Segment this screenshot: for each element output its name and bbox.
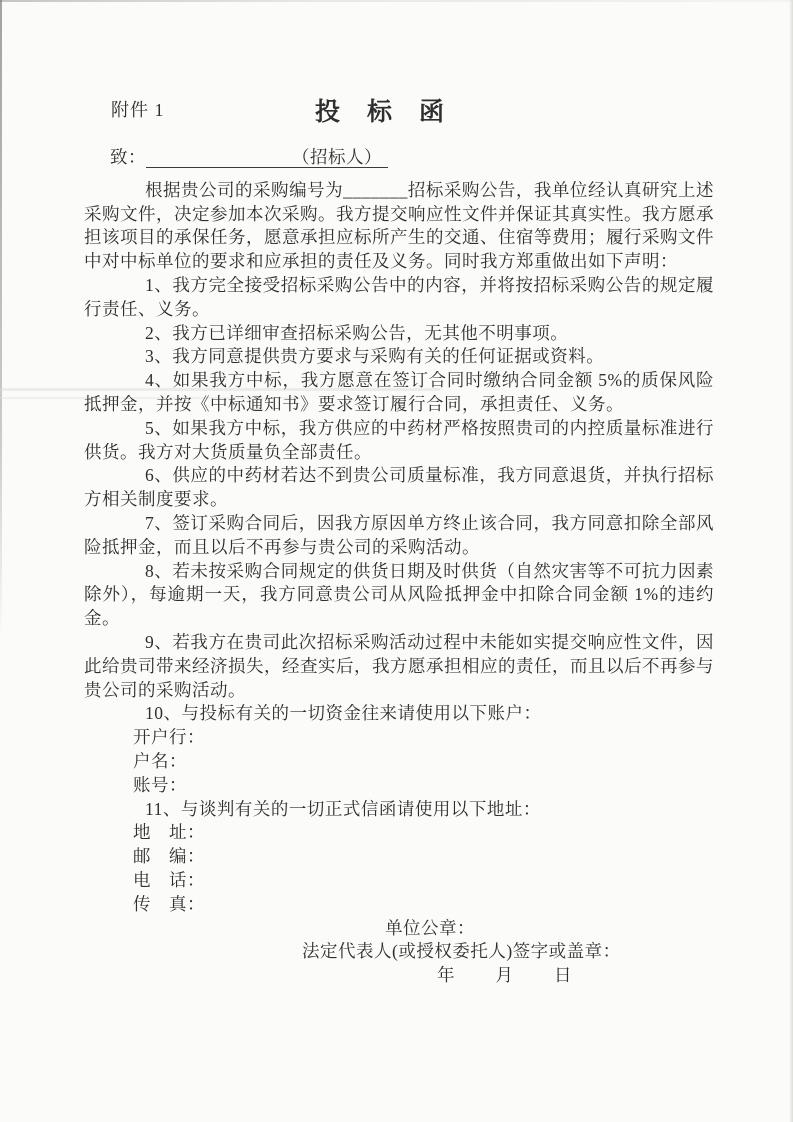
recipient-blank	[146, 162, 292, 163]
bank-field-opening-bank: 开户行：	[133, 727, 205, 748]
recipient-hint: （招标人）	[292, 147, 382, 167]
declaration-item-5: 5、如果我方中标，我方供应的中药材严格按照贵司的内控质量标准进行供货。我方对大货质量负全部责任。	[84, 417, 714, 462]
date-label: 年 月 日	[437, 965, 574, 986]
scan-edge-top	[0, 0, 793, 2]
document-title: 投 标 函	[315, 99, 446, 126]
attachment-label: 附件 1	[111, 100, 165, 120]
salutation-prefix: 致：	[110, 147, 146, 167]
intro-paragraph: 根据贵公司的采购编号为_______招标采购公告，我单位经认真研究上述采购文件，决定参加本次采购。我方提交响应性文件并保证其真实性。我方愿承担该项目的承保任务，愿意承担应标所产生的交通、住宿等费用；履行采购文件中对中标单位的要求和应承担的责任及义务。同时我方郑重做出如下声明：	[84, 179, 714, 272]
declaration-item-6: 6、供应的中药材若达不到贵公司质量标准，我方同意退货，并执行招标方相关制度要求。	[84, 465, 714, 510]
declaration-item-2: 2、我方已详细审查招标采购公告，无其他不明事项。	[145, 322, 569, 343]
address-field-phone: 电 话：	[133, 869, 205, 890]
recipient-underline	[146, 147, 388, 168]
address-field-fax: 传 真：	[133, 893, 205, 914]
scan-edge-left	[0, 0, 2, 640]
declaration-item-8: 8、若未按采购合同规定的供货日期及时供货（自然灾害等不可抗力因素除外），每逾期一天，我方同意贵公司从风险抵押金中扣除合同金额 1%的违约金。	[84, 560, 714, 629]
bank-field-account-name: 户名：	[133, 750, 187, 771]
document-body	[84, 146, 714, 988]
address-field-postcode: 邮 编：	[133, 846, 205, 867]
signature-label: 法定代表人(或授权委托人)签字或盖章：	[302, 941, 621, 962]
bank-field-account-number: 账号：	[133, 774, 187, 795]
address-field-address: 地 址：	[133, 822, 205, 843]
declaration-item-9: 9、若我方在贵司此次招标采购活动过程中未能如实提交响应性文件，因此给贵司带来经济损失，经查实后，我方愿承担相应的责任，而且以后不再参与贵公司的采购活动。	[84, 631, 714, 700]
declaration-item-7: 7、签订采购合同后，因我方原因单方终止该合同，我方同意扣除全部风险抵押金，而且以后不再参与贵公司的采购活动。	[84, 512, 714, 557]
declaration-item-3: 3、我方同意提供贵方要求与采购有关的任何证据或资料。	[145, 346, 605, 367]
correspondence-heading: 11、与谈判有关的一切正式信函请使用以下地址：	[145, 798, 541, 819]
bank-account-heading: 10、与投标有关的一切资金往来请使用以下账户：	[145, 703, 542, 724]
declaration-item-1: 1、我方完全接受招标采购公告中的内容，并将按招标采购公告的规定履行责任、义务。	[84, 274, 714, 319]
company-seal-label: 单位公章：	[385, 917, 475, 938]
scan-edge-right	[789, 0, 793, 1122]
salutation-line	[84, 146, 714, 170]
declaration-item-4: 4、如果我方中标，我方愿意在签订合同时缴纳合同金额 5%的质保风险抵押金，并按《中标通知书》要求签订履行合同，承担责任、义务。	[84, 370, 714, 414]
